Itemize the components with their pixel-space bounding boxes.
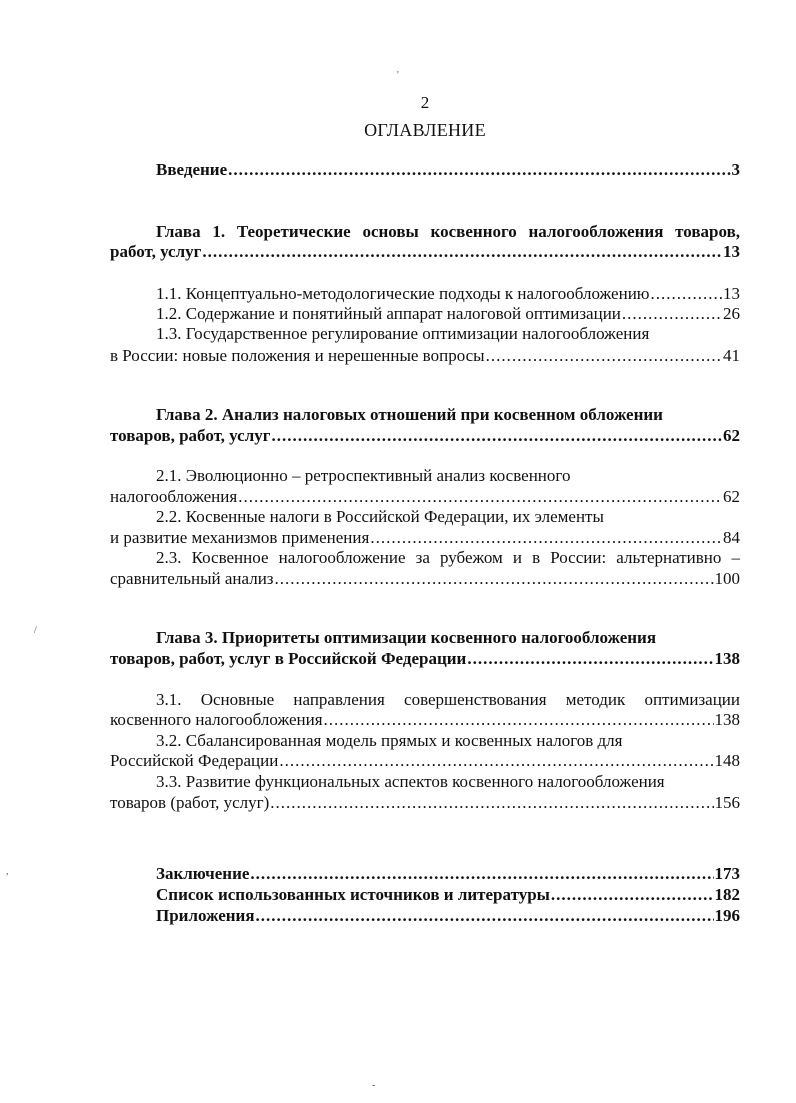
toc-page: 182 [714,885,740,904]
toc-leader [275,569,714,589]
toc-leader [467,649,713,669]
toc-entry-3-2[interactable] [110,751,740,771]
toc-entry-3-1-line1: 3.1. Основные направления совершенствования методик оптимизации [156,690,740,709]
toc-leader [370,528,722,548]
toc-label: Заключение [156,864,250,883]
toc-entry-2-2-line1: 2.2. Косвенные налоги в Российской Федерации, их элементы [156,507,604,526]
toc-page: 13 [723,242,740,261]
toc-label: Список использованных источников и литературы [156,885,550,904]
toc-entry-3-1[interactable] [110,710,740,730]
toc-label: работ, услуг [110,242,202,261]
toc-label: налогообложения [110,487,238,506]
toc-entry-chapter-3[interactable] [110,649,740,669]
toc-entry-3-2-line1: 3.2. Сбалансированная модель прямых и косвенных налогов для [156,731,623,750]
toc-page: 62 [723,426,740,445]
toc-page: 138 [714,649,740,668]
toc-leader [551,885,714,905]
toc-page: 13 [723,284,740,303]
toc-entry-2-3-line1: 2.3. Косвенное налогообложение за рубежом и в России: альтернативно – [156,548,740,567]
toc-entry-1-2[interactable] [156,304,740,324]
toc-leader [651,284,723,304]
toc-entry-2-2[interactable] [110,528,740,548]
toc-leader [256,906,714,926]
scan-artifact: ' [397,70,399,81]
toc-page: 62 [723,487,740,506]
toc-page: 148 [714,751,740,770]
scan-artifact: , [6,866,9,877]
toc-label: и развитие механизмов применения [110,528,370,547]
toc-entry-2-1-line1: 2.1. Эволюционно – ретроспективный анализ косвенного [156,466,571,485]
toc-page: 26 [723,304,740,323]
toc-label: Российской Федерации [110,751,279,770]
toc-leader [622,304,722,324]
scan-artifact: / [34,625,37,636]
toc-leader [250,864,713,884]
toc-entry-1-3[interactable] [110,346,740,366]
toc-entry-1-3-line1: 1.3. Государственное регулирование оптимизации налогообложения [156,324,650,343]
toc-label: сравнительный анализ [110,569,274,588]
toc-leader [228,160,730,180]
page-number: 2 [420,93,430,112]
toc-page: 84 [723,528,740,547]
toc-entry-references[interactable] [156,885,740,905]
toc-page: 138 [714,710,740,729]
toc-page: 3 [731,160,740,179]
toc-page: 156 [714,793,740,812]
toc-leader [270,793,713,813]
chapter-1-heading-line1: Глава 1. Теоретические основы косвенного налогообложения товаров, [156,222,740,241]
toc-leader [202,242,722,262]
toc-entry-1-1[interactable] [156,284,740,304]
toc-label: косвенного налогообложения [110,710,323,729]
toc-label: товаров, работ, услуг [110,426,271,445]
chapter-3-heading-line1: Глава 3. Приоритеты оптимизации косвенного налогообложения [156,628,657,647]
toc-page: 100 [714,569,740,588]
toc-page: 173 [714,864,740,883]
toc-entry-3-3-line1: 3.3. Развитие функциональных аспектов косвенного налогообложения [156,772,665,791]
page-title: ОГЛАВЛЕНИЕ [364,120,486,140]
toc-label: товаров, работ, услуг в Российской Федерации [110,649,467,668]
toc-entry-conclusion[interactable] [156,864,740,884]
toc-leader [486,346,722,366]
toc-entry-2-1[interactable] [110,487,740,507]
toc-leader [324,710,714,730]
toc-entry-2-3[interactable] [110,569,740,589]
toc-leader [271,426,722,446]
toc-leader [238,487,722,507]
toc-label: Приложения [156,906,255,925]
toc-entry-chapter-2[interactable] [110,426,740,446]
toc-entry-chapter-1[interactable] [110,242,740,262]
toc-leader [279,751,713,771]
toc-label: в России: новые положения и нерешенные вопросы [110,346,485,365]
scan-artifact: - [372,1080,376,1091]
toc-label: товаров (работ, услуг) [110,793,270,812]
toc-entry-intro[interactable] [156,160,740,180]
chapter-2-heading-line1: Глава 2. Анализ налоговых отношений при косвенном обложении [156,405,663,424]
toc-label: 1.1. Концептуально-методологические подходы к налогообложению [156,284,650,303]
toc-label: 1.2. Содержание и понятийный аппарат налоговой оптимизации [156,304,621,323]
toc-page: 196 [714,906,740,925]
toc-label: Введение [156,160,228,179]
toc-entry-appendices[interactable] [156,906,740,926]
toc-entry-3-3[interactable] [110,793,740,813]
toc-page: 41 [723,346,740,365]
